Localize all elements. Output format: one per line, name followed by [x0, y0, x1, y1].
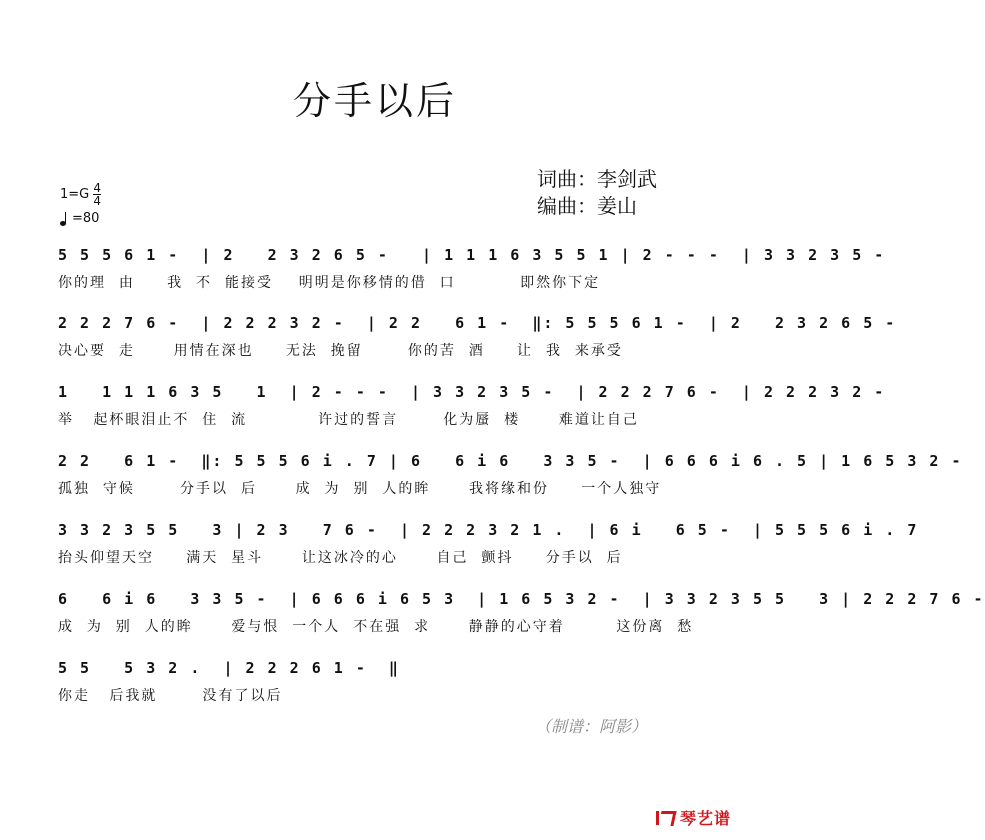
logo-mark-icon [654, 809, 676, 827]
key-signature [60, 182, 101, 207]
lyrics-line: 成 为 别 人的眸 爱与恨 一个人 不在强 求 静静的心守着 这份离 愁 [58, 619, 694, 635]
notes-line: 2 2 2 7 6 - | 2 2 2 3 2 - | 2 2 6 1 - ‖: 5 5 5 6 1 - | 2 2 3 2 6 5 - [58, 314, 897, 332]
score-row [0, 314, 897, 374]
tempo-value: =80 [72, 211, 100, 226]
notes-line: 5 5 5 3 2 . | 2 2 2 6 1 - ‖ [58, 659, 400, 677]
transcriber-credit: （制谱：阿影） [535, 717, 648, 736]
lyrics-line: 你的理 由 我 不 能接受 明明是你移情的借 口 即然你下定 [58, 275, 601, 291]
score-row [0, 383, 886, 443]
lyrics-line: 抬头仰望天空 满天 星斗 让这冰冷的心 自己 颤抖 分手以 后 [58, 550, 623, 566]
quarter-note-icon [60, 212, 70, 226]
lyrics-line: 举 起杯眼泪止不 住 流 许过的誓言 化为蜃 楼 难道让自己 [58, 412, 639, 428]
score-row [0, 452, 963, 512]
site-logo [654, 806, 731, 829]
notes-line: 5 5 5 6 1 - | 2 2 3 2 6 5 - | 1 1 1 6 3 5 5 1 | 2 - - - | 3 3 2 3 5 - [58, 246, 886, 264]
lyrics-line: 孤独 守候 分手以 后 成 为 别 人的眸 我将缘和份 一个人独守 [58, 481, 662, 497]
key-label: 1=G [60, 187, 90, 202]
notes-line: 6 6 i 6 3 3 5 - | 6 6 6 i 6 5 3 | 1 6 5 3 2 - | 3 3 2 3 5 5 3 | 2 2 2 7 6 - [58, 590, 985, 608]
score-row [0, 659, 750, 719]
notes-line: 1 1 1 1 6 3 5 1 | 2 - - - | 3 3 2 3 5 - | 2 2 2 7 6 - | 2 2 2 3 2 - [58, 383, 886, 401]
time-sig-numerator: 4 [93, 181, 102, 195]
lyricist-credit: 词曲：李剑武 [537, 167, 657, 191]
credits [537, 166, 657, 220]
logo-text: 琴艺谱 [680, 809, 732, 828]
lyrics-line: 决心要 走 用情在深也 无法 挽留 你的苦 酒 让 我 来承受 [58, 343, 623, 359]
score-row [0, 521, 919, 581]
time-sig-denominator: 4 [93, 194, 102, 208]
notes-line: 2 2 6 1 - ‖: 5 5 5 6 i . 7 | 6 6 i 6 3 3 5 - | 6 6 6 i 6 . 5 | 1 6 5 3 2 - [58, 452, 963, 470]
score-row [0, 590, 985, 650]
arranger-credit: 编曲：姜山 [537, 194, 637, 218]
score-row [0, 246, 886, 306]
lyrics-line: 你走 后我就 没有了以后 [58, 688, 283, 704]
time-signature [93, 182, 101, 207]
score-meta [60, 182, 101, 226]
tempo-marking [60, 211, 101, 226]
notes-line: 3 3 2 3 5 5 3 | 2 3 7 6 - | 2 2 2 3 2 1 . | 6 i 6 5 - | 5 5 5 6 i . 7 [58, 521, 919, 539]
song-title: 分手以后 [292, 79, 457, 123]
